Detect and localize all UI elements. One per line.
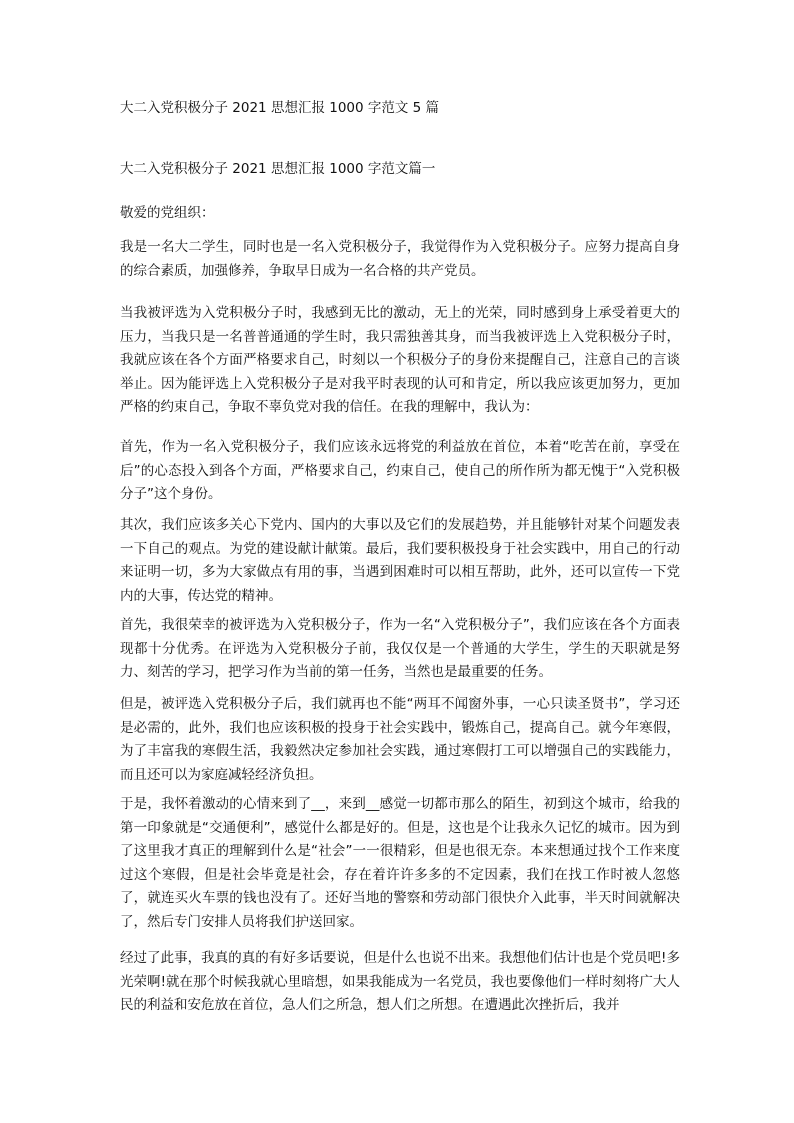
greeting: 敬爱的党组织： <box>120 205 215 221</box>
paragraph-1: 我是一名大二学生，同时也是一名入党积极分子，我觉得作为入党积极分子。应努力提高自身的综合素质，加强修养，争取早日成为一名合格的共产党员。 <box>120 239 680 279</box>
paragraph-3: 首先，作为一名入党积极分子，我们应该永远将党的利益放在首位，本着“吃苦在前，享受在后”的心态投入到各个方面，严格要求自己，约束自己，使自己的所作所为都无愧于“入党积极分子”这个身份。 <box>120 439 680 503</box>
paragraph-2: 当我被评选为入党积极分子时，我感到无比的激动，无上的光荣，同时感到身上承受着更大的压力，当我只是一名普普通通的学生时，我只需独善其身，而当我被评选上入党积极分子时，我就应该在各个方面严格要求自己，时刻以一个积极分子的身份来提醒自己，注意自己的言谈举止。因为能评选上入党积极分子是对我平时表现的认可和肯定，所以我应该更加努力，更加严格的约束自己，争取不辜负党对我的信任。在我的理解中，我认为： <box>120 305 680 416</box>
paragraph-5: 首先，我很荣幸的被评选为入党积极分子，作为一名“入党积极分子”，我们应该在各个方面表现都十分优秀。在评选为入党积极分子前，我仅仅是一个普通的大学生，学生的天职就是努力、刻苦的学习，把学习作为当前的第一任务，当然也是最重要的任务。 <box>120 617 680 681</box>
paragraph-4: 其次，我们应该多关心下党内、国内的大事以及它们的发展趋势，并且能够针对某个问题发表一下自己的观点。为党的建设献计献策。最后，我们要积极投身于社会实践中，用自己的行动来证明一切，多为大家做点有用的事，当遇到困难时可以相互帮助，此外，还可以宣传一下党内的大事，传达党的精神。 <box>120 517 680 604</box>
paragraph-7: 于是，我怀着激动的心情来到了__，来到__感觉一切都市那么的陌生，初到这个城市，给我的第一印象就是“交通便利”，感觉什么都是好的。但是，这也是个让我永久记忆的城市。因为到了这里我才真正的理解到什么是“社会”一一很精彩，但是也很无奈。本来想通过找个工作来度过这个寒假，但是社会毕竟是社会，存在着许许多多的不定因素，我们在找工作时被人忽悠了，就连买火车票的钱也没有了。还好当地的警察和劳动部门很快介入此事，半天时间就解决了，然后专门安排人员将我们护送回家。 <box>120 796 680 930</box>
paragraph-6: 但是，被评选入党积极分子后，我们就再也不能“两耳不闻窗外事，一心只读圣贤书”，学习还是必需的，此外，我们也应该积极的投身于社会实践中，锻炼自己，提高自己。就今年寒假，为了丰富我的寒假生活，我毅然决定参加社会实践，通过寒假打工可以增强自己的实践能力，而且还可以为家庭减轻经济负担。 <box>120 696 680 783</box>
document-title: 大二入党积极分子 2021 思想汇报 1000 字范文 5 篇 <box>120 100 440 116</box>
paragraph-8: 经过了此事，我真的真的有好多话要说，但是什么也说不出来。我想他们估计也是个党员吧!多光荣啊!就在那个时候我就心里暗想，如果我能成为一名党员，我也要像他们一样时刻将广大人民的利益和安危放在首位，急人们之所急，想人们之所想。在遭遇此次挫折后，我并 <box>120 950 680 1014</box>
section-title: 大二入党积极分子 2021 思想汇报 1000 字范文篇一 <box>120 161 436 177</box>
